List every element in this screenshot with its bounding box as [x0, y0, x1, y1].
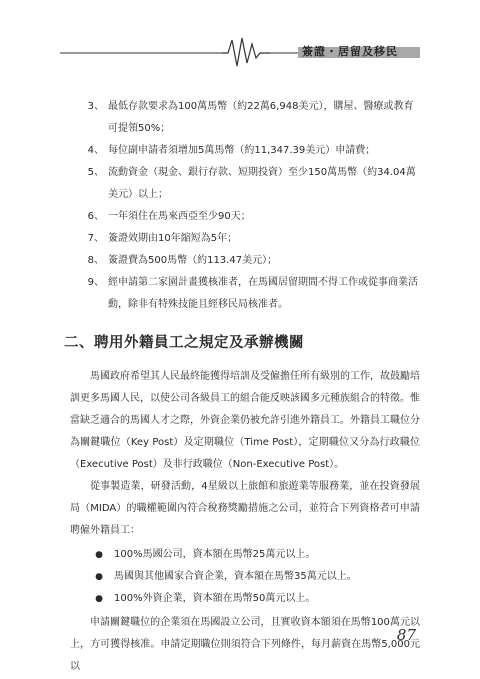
- list-item-number: 7、: [87, 233, 104, 244]
- bullet-item: [70, 588, 420, 610]
- body-paragraph: 馬國政府希望其人民最終能獲得培訓及受僱擔任所有級別的工作，故鼓勵培訓更多馬國人民，以使公司各級員工的組合能反映該國多元種族組合的特徵。惟當缺乏適合的馬國人才之際，外資企業仍被允許引進外籍員工。外籍員工職位分為關鍵職位（Key Post）及定期職位（Time Post），定期職位又分為行政職位（Executive Post）及非行政職位（Non-Executive Post）。: [70, 371, 420, 470]
- list-item-text: 最低存款要求為100萬馬幣（約22萬6,948美元），購屋、醫療或教育可提領50%；: [108, 101, 414, 134]
- list-item-number: 8、: [87, 255, 104, 266]
- closing-paragraph: 申請關鍵職位的企業須在馬國設立公司，且實收資本額須在馬幣100萬元以上，方可獲得核准。申請定期職位則須符合下列條件，每月薪資在馬幣5,000元以: [70, 617, 420, 672]
- bullet-item: [70, 544, 420, 566]
- page-number: 87: [396, 626, 416, 644]
- bullet-list: [70, 544, 420, 610]
- list-item-text: 每位副申請者須增加5萬馬幣（約11,347.39美元）申請費；: [108, 145, 376, 156]
- list-item: [70, 250, 420, 272]
- list-item: [70, 206, 420, 228]
- bullet-dot-icon: ●: [95, 572, 103, 582]
- list-item-number: 5、: [87, 167, 104, 178]
- bullet-text: 馬國與其他國家合資企業，資本額在馬幣35萬元以上。: [114, 571, 357, 582]
- list-item-text: 經申請第二家園計畫獲核准者，在馬國居留期間不得工作或從事商業活動，除非有特殊技能且經移民局核准者。: [108, 277, 418, 310]
- running-header: [0, 30, 480, 70]
- list-item: [70, 272, 420, 316]
- bullet-dot-icon: ●: [95, 594, 103, 604]
- list-item-text: 簽證效期由10年縮短為5年；: [108, 233, 238, 244]
- page-content: [64, 96, 420, 678]
- bullet-text: 100%馬國公司，資本額在馬幣25萬元以上。: [114, 549, 316, 560]
- list-item-number: 9、: [87, 277, 104, 288]
- list-item-text: 簽證費為500馬幣（約113.47美元）；: [108, 255, 278, 266]
- bullet-text: 100%外資企業，資本額在馬幣50萬元以上。: [114, 593, 316, 604]
- list-item-number: 3、: [87, 101, 104, 112]
- list-item: [70, 162, 420, 206]
- bullet-dot-icon: ●: [95, 550, 103, 560]
- bullet-item: [70, 566, 420, 588]
- header-title: 簽證・居留及移民: [302, 45, 398, 58]
- list-item-number: 6、: [87, 211, 104, 222]
- list-item-number: 4、: [87, 145, 104, 156]
- list-item-text: 流動資金（現金、銀行存款、短期投資）至少150萬馬幣（約34.04萬美元）以上；: [108, 167, 416, 200]
- numbered-list: [70, 96, 420, 316]
- heartbeat-line-icon: [222, 38, 270, 66]
- list-item-text: 一年須住在馬來西亞至少90天；: [108, 211, 251, 222]
- list-item: [70, 140, 420, 162]
- list-item: [70, 228, 420, 250]
- section-heading: 二、聘用外籍員工之規定及承辦機關: [64, 334, 304, 351]
- list-item: [70, 96, 420, 140]
- body-paragraph: 從事製造業，研發活動，4星級以上旅館和旅遊業等服務業，並在投資發展局（MIDA）的職權範圍內符合稅務獎勵措施之公司，並符合下列資格者可申請聘僱外籍員工：: [70, 481, 420, 536]
